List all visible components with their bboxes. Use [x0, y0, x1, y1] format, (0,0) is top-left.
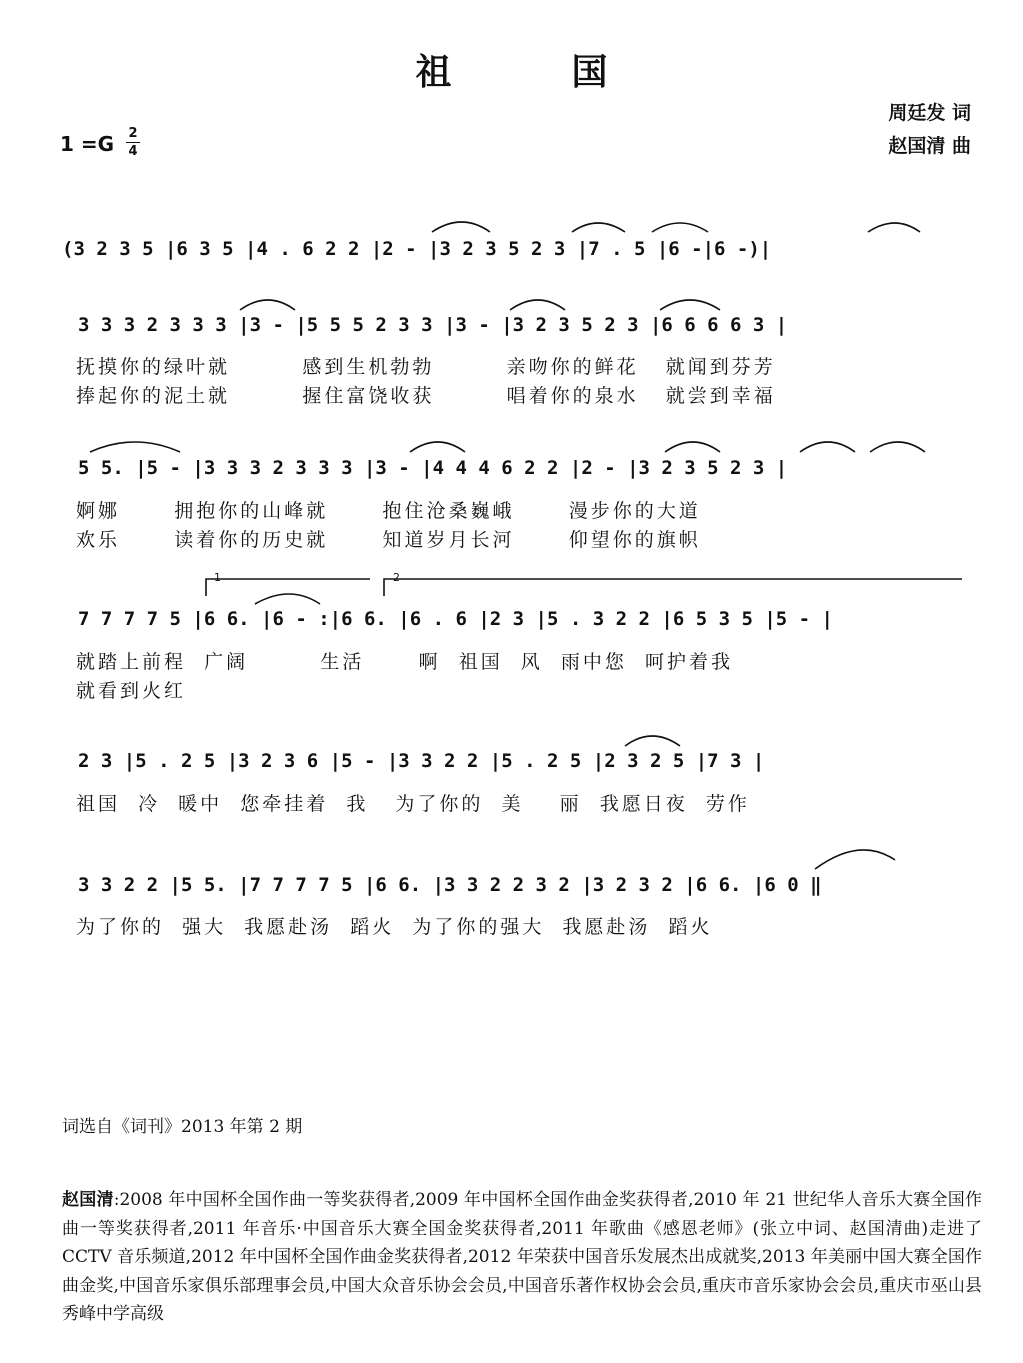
notation: (3 2 3 5 |6 3 5 |4 . 6 2 2 |2 - |3 2 3 5 2 3 |7 . 5 |6 -|6 -)| [62, 238, 772, 260]
lyrics-verse-1: 抚摸你的绿叶就 感到生机勃勃 亲吻你的鲜花 就闻到芬芳 [76, 356, 776, 378]
lyrics-verse-2: 就看到火红 [76, 680, 187, 702]
composer-credit: 赵国清 曲 [888, 135, 971, 157]
lyricist-credit: 周廷发 词 [888, 102, 971, 124]
notation: 3 3 3 2 3 3 3 |3 - |5 5 5 2 3 3 |3 - |3 2 3 5 2 3 |6 6 6 6 3 | [78, 314, 788, 336]
lyrics-verse-2: 捧起你的泥土就 握住富饶收获 唱着你的泉水 就尝到幸福 [76, 385, 776, 407]
volta-1-label: 1 [214, 571, 221, 584]
slur [510, 300, 565, 310]
title-char-1: 祖 [415, 51, 452, 93]
slur [255, 594, 320, 604]
slur [870, 442, 925, 452]
slur [625, 736, 680, 746]
notation: 7 7 7 7 5 |6 6. |6 - :|6 6. |6 . 6 |2 3 |5 . 3 2 2 |6 5 3 5 |5 - | [78, 608, 833, 630]
slur [572, 223, 625, 232]
slur [410, 442, 465, 452]
notation: 3 3 2 2 |5 5. |7 7 7 7 5 |6 6. |3 3 2 2 3 2 |3 2 3 2 |6 6. |6 0 ‖ [78, 874, 822, 896]
bio-name: 赵国清 [62, 1190, 114, 1210]
bio-text: :2008 年中国杯全国作曲一等奖获得者,2009 年中国杯全国作曲金奖获得者,2010 年 21 世纪华人音乐大赛全国作曲一等奖获得者,2011 年音乐·中国音乐大赛全国金奖获得者,2011 年歌曲《感恩老师》(张立中词、赵国清曲)走进了 CCTV 音乐频道,2012 年中国杯全国作曲金奖获得者,2012 年荣获中国音乐发展杰出成就奖,2013 年美丽中国大赛全国作曲金奖,中国音乐家俱乐部理事会员,中国大众音乐协会会员,中国音乐著作权协会会员,重庆市音乐家协会会员,重庆市巫山县秀峰中学高级 [62, 1190, 982, 1324]
lyrics-verse-1: 婀娜 拥抱你的山峰就 抱住沧桑巍峨 漫步你的大道 [76, 500, 701, 522]
slur [240, 300, 295, 310]
slur [90, 442, 180, 452]
notation: 5 5. |5 - |3 3 3 2 3 3 3 |3 - |4 4 4 6 2 2 |2 - |3 2 3 5 2 3 | [78, 457, 788, 479]
slur [815, 850, 895, 869]
lyrics-verse-1: 就踏上前程 广阔 生活 啊 祖国 风 雨中您 呵护着我 [76, 651, 733, 673]
lyrics-verse-1: 祖国 冷 暖中 您牵挂着 我 为了你的 美 丽 我愿日夜 劳作 [76, 793, 750, 815]
slur [652, 223, 708, 232]
time-signature-bottom: 4 [128, 144, 138, 159]
slur [665, 442, 720, 452]
title-char-2: 国 [571, 51, 608, 93]
slur [432, 222, 490, 232]
time-signature-top: 2 [128, 126, 138, 141]
composer-bio [62, 1186, 982, 1329]
volta-2-label: 2 [393, 571, 400, 584]
volta-2-bracket [384, 579, 962, 596]
notation: 2 3 |5 . 2 5 |3 2 3 6 |5 - |3 3 2 2 |5 . 2 5 |2 3 2 5 |7 3 | [78, 750, 765, 772]
key-signature: 1 =G [60, 132, 115, 156]
slur [800, 442, 855, 452]
source-note: 词选自《词刊》2013 年第 2 期 [62, 1117, 303, 1137]
slur [660, 300, 720, 310]
slur [868, 223, 920, 232]
lyrics-verse-2: 欢乐 读着你的历史就 知道岁月长河 仰望你的旗帜 [76, 529, 701, 551]
lyrics-verse-1: 为了你的 强大 我愿赴汤 蹈火 为了你的强大 我愿赴汤 蹈火 [76, 916, 713, 938]
